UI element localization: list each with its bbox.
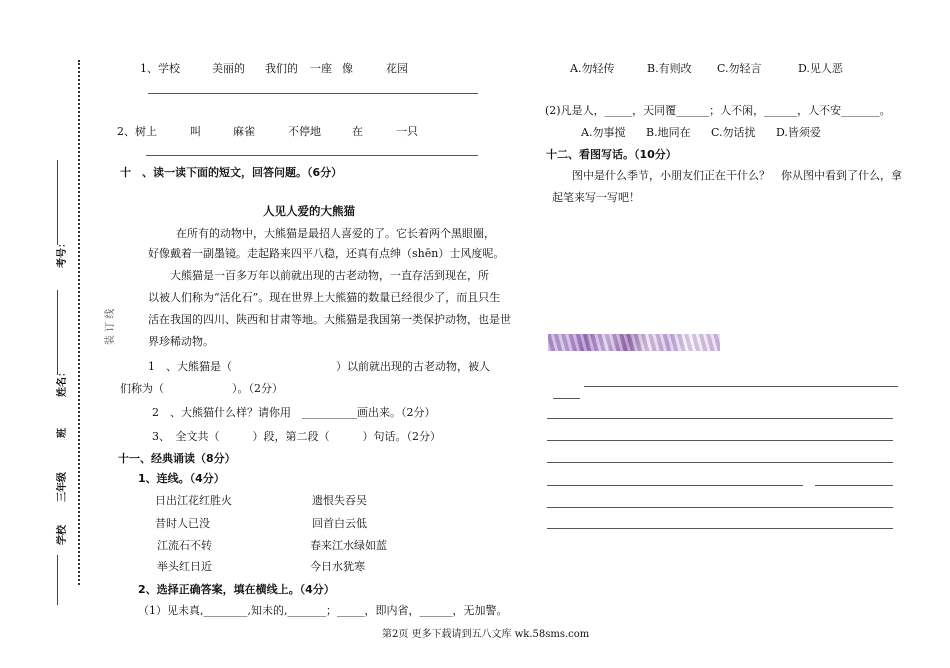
q1-word: 像: [342, 62, 353, 75]
writing-line[interactable]: [547, 528, 893, 529]
scene-picture: [548, 334, 720, 351]
option: C.勿话扰: [711, 126, 756, 139]
passage-text: 以被人们称为“活化石”。现在世界上大熊猫的数量已经很少了，而且只生: [148, 291, 501, 304]
question-2: (2)凡是人，_____，天同覆______；人不闲，______，人不安_______。: [545, 104, 891, 117]
option: D.皆须爱: [776, 126, 821, 139]
q2-word: 在: [352, 125, 363, 138]
poem-right[interactable]: 回首白云低: [312, 517, 367, 530]
poem-left[interactable]: 江流石不转: [157, 539, 212, 552]
q1-answer-line[interactable]: [148, 93, 478, 94]
section-12-text: 起笔来写一写吧！: [552, 191, 640, 204]
question-10-2: 2 、大熊猫什么样？请你用 __________画出来。（2分）: [152, 406, 436, 419]
blank-xingming: [57, 290, 58, 375]
option: A.勿轻传: [570, 62, 615, 75]
passage-title: 人见人爱的大熊猫: [263, 204, 355, 218]
writing-line[interactable]: [547, 485, 803, 486]
q2-word: 叫: [190, 125, 201, 138]
writing-line[interactable]: [553, 398, 580, 399]
question-10-1: ）以前就出现的古老动物，被人: [336, 360, 490, 373]
option: B.有则改: [647, 62, 692, 75]
sub2-question-1: （1）见未真,________,知未的,_______；_____，即内省，______，无加警。: [138, 604, 508, 617]
section-12-title: 十二、看图写话。（10分）: [546, 148, 677, 161]
sub2-title: 2、选择正确答案，填在横线上。（4分）: [138, 583, 335, 596]
passage-text: 在所有的动物中，大熊猫是最招人喜爱的了。它长着两个黑眼圈，: [176, 227, 495, 240]
option: C.勿轻言: [717, 62, 762, 75]
q1-word: 我们的: [265, 62, 298, 75]
question-10-1: 们称为（: [120, 382, 164, 395]
poem-left[interactable]: 日出江花红胜火: [155, 494, 232, 507]
option: B.地同在: [646, 126, 691, 139]
sub1-title: 1、连线。（4分）: [138, 472, 225, 485]
passage-text: 好像戴着一副墨镜。走起路来四平八稳，还真有点绅（shēn）士风度呢。: [148, 247, 505, 260]
poem-right[interactable]: 春来江水绿如蓝: [310, 539, 387, 552]
q1-word: 花园: [386, 62, 408, 75]
q1-word: 一座: [310, 62, 332, 75]
passage-text: 界珍稀动物。: [148, 335, 214, 348]
blank-xuexiao: [57, 555, 58, 605]
poem-left[interactable]: 昔时人已没: [155, 517, 210, 530]
binding-dotted-line: [78, 60, 80, 585]
option: D.见人恶: [798, 62, 843, 75]
writing-line[interactable]: [547, 418, 893, 419]
section-12-text: 图中是什么季节，小朋友们正在干什么？ 你从图中看到了什么，拿: [572, 169, 902, 182]
label-xingming: 姓名：: [57, 367, 68, 397]
writing-line[interactable]: [547, 440, 893, 441]
question-10-3: 3、 全文共（ ）段，第二段（ ）句话。（2分）: [152, 430, 441, 443]
label-xuexiao: 学校: [57, 525, 68, 545]
poem-right[interactable]: 遗恨失吞吴: [312, 494, 367, 507]
label-zhuangding: 装 订 线: [105, 308, 116, 345]
writing-line[interactable]: [547, 462, 893, 463]
q2-answer-line[interactable]: [146, 155, 478, 156]
label-kaohao: 考号：: [57, 238, 68, 268]
option: A.勿事搅: [581, 126, 626, 139]
page-footer: 第2页 更多下载请到五八文库 wk.58sms.com: [382, 629, 590, 640]
q2-word: 一只: [396, 125, 418, 138]
writing-line[interactable]: [547, 507, 893, 508]
poem-left[interactable]: 举头红日近: [157, 560, 212, 573]
blank-kaohao: [57, 160, 58, 245]
label-nianji: 三年级: [57, 472, 68, 502]
section-11-title: 十一、经典诵读（8分）: [118, 452, 236, 465]
question-10-1: ）。（2分）: [232, 382, 283, 395]
passage-text: 大熊猫是一百多万年以前就出现的古老动物，一直存活到现在，所: [170, 269, 489, 282]
poem-right[interactable]: 今日水犹寒: [310, 560, 365, 573]
writing-line[interactable]: [584, 386, 898, 387]
q1-word: 1、学校: [140, 62, 180, 75]
q2-word: 麻雀: [233, 125, 255, 138]
section-10-title: 十 、读一读下面的短文，回答问题。（6分）: [120, 166, 343, 179]
q2-word: 2、树上: [117, 125, 157, 138]
question-10-1: 1 、大熊猫是（: [148, 360, 232, 373]
label-ban: 班: [57, 428, 68, 438]
q1-word: 美丽的: [212, 62, 245, 75]
writing-line[interactable]: [815, 485, 893, 486]
q2-word: 不停地: [288, 125, 321, 138]
passage-text: 活在我国的四川、陕西和甘肃等地。大熊猫是我国第一类保护动物，也是世: [148, 313, 511, 326]
